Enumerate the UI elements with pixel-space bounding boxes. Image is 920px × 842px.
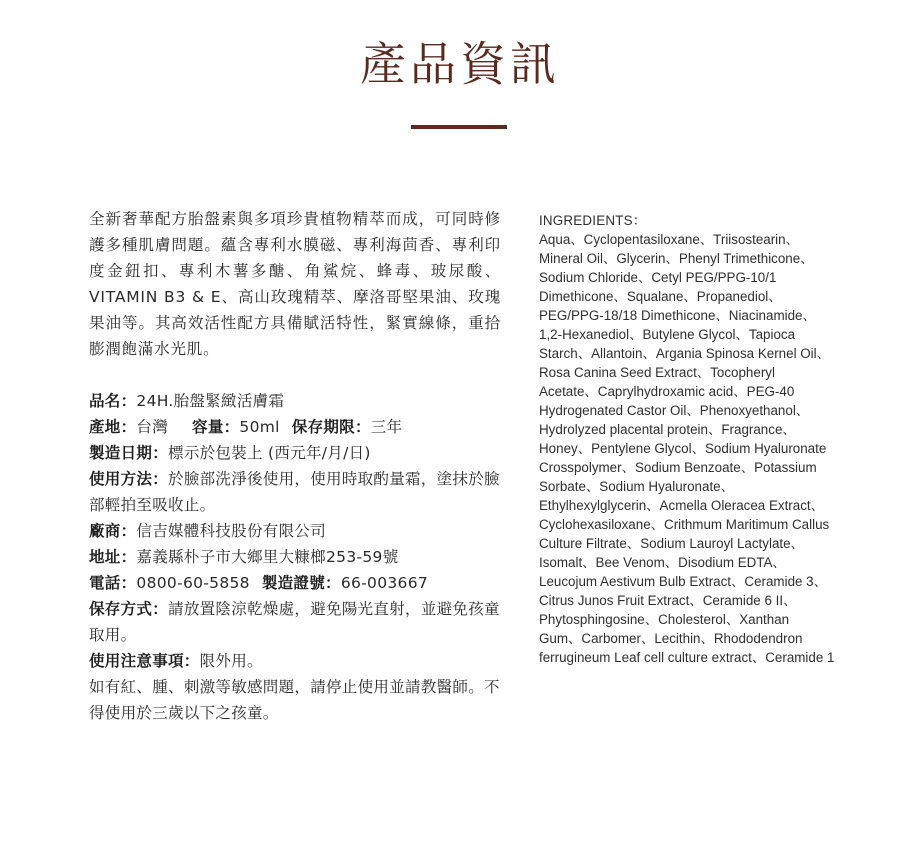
product-details — [89, 206, 501, 726]
info-address — [89, 544, 501, 570]
ingredients-section — [539, 211, 835, 667]
info-manufacture-date — [89, 440, 501, 466]
info-manufacturer-label: 廠商： — [89, 522, 137, 540]
info-shelf-life-label: 保存期限： — [291, 418, 371, 436]
product-description: 全新奢華配方胎盤素與多項珍貴植物精萃而成，可同時修護多種肌膚問題。蘊含專利水膜磁、專利海茴香、專利印度金鈕扣、專利木薯多醣、角鯊烷、蜂毒、玻尿酸、VITAMIN B3 & E、高山玫瑰精萃、摩洛哥堅果油、玫瑰果油等。其高效活性配方具備賦活特性，緊實線條，重拾膨潤飽滿水光肌。 — [89, 210, 501, 358]
info-shelf-life-value: 三年 — [370, 418, 403, 436]
info-origin-label: 產地： — [89, 418, 137, 436]
ingredients-label: INGREDIENTS： — [539, 213, 647, 228]
info-phone-value: 0800-60-5858 — [136, 574, 250, 592]
info-manufacturer — [89, 518, 501, 544]
section-spacer — [89, 362, 501, 388]
info-license-value: 66-003667 — [340, 574, 429, 592]
info-manufacture-date-label: 製造日期： — [89, 444, 169, 462]
info-name — [89, 388, 501, 414]
info-address-label: 地址： — [89, 548, 137, 566]
title-underline — [411, 125, 507, 129]
info-address-value: 嘉義縣朴子市大鄉里大糠榔253-59號 — [136, 548, 399, 566]
info-origin-value: 台灣 — [136, 418, 169, 436]
page-title: 產品資訊 — [360, 37, 560, 91]
info-precautions-label: 使用注意事項： — [89, 652, 200, 670]
info-precautions — [89, 648, 501, 674]
info-usage-value: 於臉部洗淨後使用，使用時取酌量霜，塗抹於臉部輕拍至吸收止。 — [89, 470, 500, 514]
info-volume-label: 容量： — [192, 418, 240, 436]
ingredients-list: Aqua、Cyclopentasiloxane、Triisostearin、Mineral Oil、Glycerin、Phenyl Trimethicone、Sodium Chloride、Cetyl PEG/PPG-10/1 Dimethicone、Squalane、Propanediol、PEG/PPG-18/18 Dimethicone、Niacinamide、1,2-Hexanediol、Butylene Glycol、Tapioca Starch、Allantoin、Argania Spinosa Kernel Oil、Rosa Canina Seed Extract、Tocopheryl Acetate、Caprylhydroxamic acid、PEG-40 Hydrogenated Castor Oil、Phenoxyethanol、Hydrolyzed placental protein、Fragrance、Honey、Pentylene Glycol、Sodium Hyaluronate Crosspolymer、Sodium Benzoate、Potassium Sorbate、Sodium Hyaluronate、Ethylhexylglycerin、Acmella Oleracea Extract、Cyclohexasiloxane、Crithmum Maritimum Callus Culture Filtrate、Sodium Lauroyl Lactylate、Isomalt、Bee Venom、Disodium EDTA、Leucojum Aestivum Bulb Extract、Ceramide 3、Citrus Junos Fruit Extract、Ceramide 6 II、Phytosphingosine、Cholesterol、Xanthan Gum、Carbomer、Lecithin、Rhododendron ferrugineum Leaf cell culture extract、Ceramide 1 — [539, 232, 835, 665]
info-usage-label: 使用方法： — [89, 470, 169, 488]
info-volume-value: 50ml — [239, 418, 280, 436]
info-license-label: 製造證號： — [261, 574, 341, 592]
info-precautions-value: 限外用。 — [199, 652, 263, 670]
info-origin-volume-shelf — [89, 414, 501, 440]
info-phone-label: 電話： — [89, 574, 137, 592]
info-manufacturer-value: 信吉媒體科技股份有限公司 — [136, 522, 327, 540]
info-storage-value: 請放置陰涼乾燥處，避免陽光直射，並避免孩童取用。 — [89, 600, 500, 644]
info-name-label: 品名： — [89, 392, 137, 410]
info-warning: 如有紅、腫、刺激等敏感問題，請停止使用並請教醫師。不得使用於三歲以下之孩童。 — [89, 678, 500, 722]
info-manufacture-date-value: 標示於包裝上 (西元年/月/日) — [168, 444, 371, 462]
info-usage — [89, 466, 501, 518]
info-storage-label: 保存方式： — [89, 600, 169, 618]
info-storage — [89, 596, 501, 648]
info-name-value: 24H.胎盤緊緻活膚霜 — [136, 392, 285, 410]
info-phone-license — [89, 570, 501, 596]
